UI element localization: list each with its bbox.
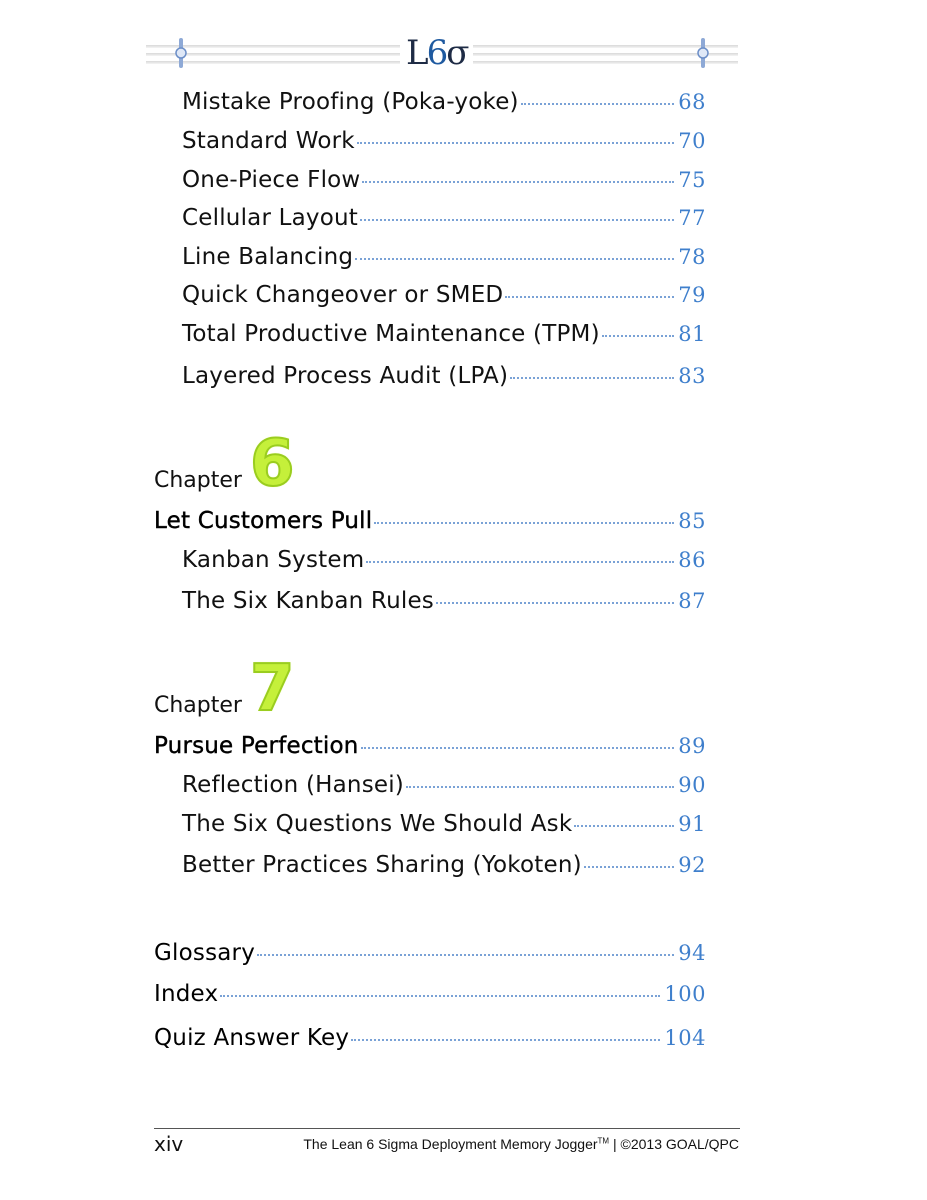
rod-end-icon (696, 38, 710, 68)
toc-entry-page: 89 (678, 734, 706, 758)
toc-entry[interactable] (182, 281, 706, 309)
toc-entry[interactable] (182, 127, 706, 155)
toc-entry-title: Kanban System (182, 547, 365, 573)
toc-entry-title: The Six Kanban Rules (182, 588, 434, 614)
toc-entry-title: Quick Changeover or SMED (182, 282, 504, 308)
toc-entry[interactable] (182, 546, 706, 574)
toc-back-matter-entry[interactable] (154, 980, 706, 1008)
toc-entry-page: 90 (678, 773, 706, 797)
toc-entry-page: 85 (678, 509, 706, 533)
footer-book-title: The Lean 6 Sigma Deployment Memory Jogger (303, 1136, 598, 1152)
toc-entry-page: 78 (678, 245, 706, 269)
toc-entry[interactable] (182, 88, 706, 116)
toc-entry-title: Mistake Proofing (Poka-yoke) (182, 89, 519, 115)
toc-entry-title: Index (154, 981, 219, 1007)
toc-entry-title: One-Piece Flow (182, 167, 361, 193)
l6s-logo (400, 35, 473, 71)
toc-entry-page: 81 (678, 322, 706, 346)
footer-credit (303, 1136, 739, 1152)
logo-sigma: σ (446, 33, 468, 73)
toc-entry-title: Standard Work (182, 128, 355, 154)
footer-separator: | (612, 1136, 617, 1152)
dot-leader (374, 522, 674, 524)
chapter-heading-7 (154, 652, 295, 726)
dot-leader (360, 219, 674, 221)
toc-entry-title: The Six Questions We Should Ask (182, 811, 573, 837)
dot-leader (220, 995, 660, 997)
toc-entry[interactable] (182, 204, 706, 232)
toc-entry[interactable] (182, 771, 706, 799)
toc-entry-title: Better Practices Sharing (Yokoten) (182, 852, 582, 878)
toc-entry-title: Line Balancing (182, 244, 354, 270)
dot-leader (521, 103, 675, 105)
toc-entry-title: Cellular Layout (182, 205, 359, 231)
toc-entry-page: 92 (678, 853, 706, 877)
toc-entry-title: Reflection (Hansei) (182, 772, 404, 798)
toc-back-matter-entry[interactable] (154, 1024, 706, 1052)
toc-entry[interactable] (182, 362, 706, 390)
toc-entry-title: Pursue Perfection (154, 733, 359, 759)
toc-entry-page: 79 (678, 283, 706, 307)
toc-entry-page: 87 (678, 589, 706, 613)
toc-entry-title: Glossary (154, 940, 256, 966)
toc-entry[interactable] (182, 851, 706, 879)
toc-entry[interactable] (182, 587, 706, 615)
toc-entry-page: 70 (678, 129, 706, 153)
dot-leader (602, 335, 675, 337)
toc-entry-page: 77 (678, 206, 706, 230)
chapter-label: Chapter (154, 468, 242, 493)
footer-rule (154, 1128, 740, 1129)
dot-leader (584, 866, 674, 868)
dot-leader (355, 258, 674, 260)
dot-leader (406, 786, 674, 788)
toc-entry-page: 91 (678, 812, 706, 836)
toc-back-matter-entry[interactable] (154, 939, 706, 967)
dot-leader (505, 296, 674, 298)
trademark-mark: TM (597, 1136, 610, 1146)
toc-entry-page: 100 (664, 982, 706, 1006)
dot-leader (574, 825, 674, 827)
footer-copyright: ©2013 GOAL/QPC (620, 1136, 739, 1152)
toc-entry-title: Total Productive Maintenance (TPM) (182, 321, 600, 347)
toc-entry-title: Let Customers Pull (154, 508, 373, 534)
dot-leader (362, 181, 674, 183)
dot-leader (357, 142, 674, 144)
toc-entry[interactable] (182, 166, 706, 194)
chapter-label: Chapter (154, 693, 242, 718)
toc-entry-title: Quiz Answer Key (154, 1025, 350, 1051)
dot-leader (351, 1039, 660, 1041)
toc-entry[interactable] (182, 320, 706, 348)
toc-entry[interactable] (182, 810, 706, 838)
toc-chapter-entry[interactable] (154, 507, 706, 535)
dot-leader (366, 561, 674, 563)
toc-entry[interactable] (182, 243, 706, 271)
dot-leader (361, 747, 675, 749)
dot-leader (257, 954, 674, 956)
toc-entry-page: 68 (678, 90, 706, 114)
logo-six: 6 (426, 33, 447, 73)
chapter-number: 7 (249, 652, 295, 726)
dot-leader (436, 602, 674, 604)
chapter-number: 6 (249, 427, 295, 501)
toc-chapter-entry[interactable] (154, 732, 706, 760)
toc-entry-title: Layered Process Audit (LPA) (182, 363, 509, 389)
toc-entry-page: 86 (678, 548, 706, 572)
dot-leader (510, 377, 674, 379)
toc-entry-page: 94 (678, 941, 706, 965)
footer-page-number: xiv (154, 1132, 184, 1156)
rod-end-icon (174, 38, 188, 68)
toc-entry-page: 104 (664, 1026, 706, 1050)
chapter-heading-6 (154, 427, 295, 501)
toc-entry-page: 83 (678, 364, 706, 388)
logo-l: L (406, 33, 427, 73)
toc-entry-page: 75 (678, 168, 706, 192)
